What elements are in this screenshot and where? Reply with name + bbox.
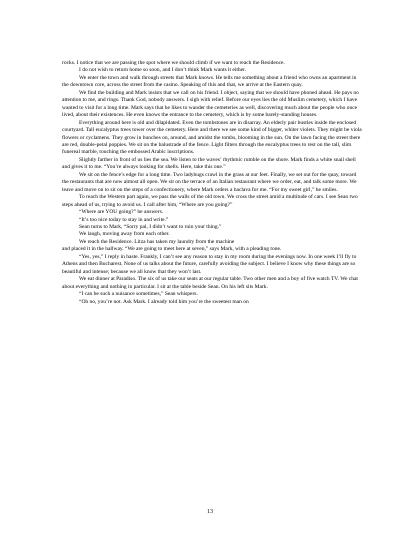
- body-text: [62, 60, 362, 306]
- paragraph: and placed it in the hallway. “We are going to meet here at seven,” says Mark, with a pleading tone.: [62, 246, 282, 253]
- paragraph: rocks. I notice that we are passing the spot where we should climb if we want to reach the Residence.: [62, 60, 285, 66]
- paragraph: “Where are YOU going?” he answers.: [79, 209, 164, 216]
- paragraph: I do not wish to return home so soon, and I don’t think Mark wants it either.: [79, 67, 247, 74]
- paragraph: Everything around here is old and dilapidated. Even the tombstones are in disarray. An elderly pair bustles inside the enclosed courtyard. Tall eucalyptus trees tower over the cemetery. Here and there we see some kind of bigger, whiter violets. They might be viola flowers or cyclamens. They grow in bunches on, around, and amidst the tombs, blooming in the sun. On the lawn facing the street there are red, double-petal poppies. We sit on the balustrade of the fence. Light filters through the eucalyptus trees to rest on the tall, slim funereal marble, touching the embossed Arabic inscriptions.: [62, 119, 362, 156]
- paragraph: “I can be such a nuisance sometimes,” Sean whispers.: [79, 291, 198, 298]
- paragraph: We eat dinner at Paradiso. The six of us take our seats at our regular table. Two other men and a boy of five watch TV. We chat about everything and nothing in particular. I sit at the table beside Sean. On his left sits Mark.: [62, 276, 358, 290]
- paragraph: “Yes, yes,” I reply in haste. Frankly, I can’t see any reason to stay in my room during the evenings now. In one week I’ll fly to Athens and then Bucharest. None of us talks about the future, carefully avoiding the subject. I believe I know why these things are so beautiful and intense; because we all know that they won’t last.: [62, 253, 357, 275]
- paragraph: Sean turns to Mark, “Sorry pal, I didn’t want to ruin your thing.”: [79, 223, 222, 230]
- paragraph: We enter the town and walk through streets that Mark knows. He tells me something about a friend who owns an apartment in the downtown core, across the street from the casino. Speaking of this and that, we arrive at the Eastern quay.: [62, 74, 357, 89]
- paragraph: Slightly farther in front of us lies the sea. We listen to the waves’ rhythmic rumble on the shore. Mark finds a white snail shell and gives it to me. “You’re always looking for shells. Here, take this one.”: [62, 156, 356, 171]
- paragraph: We reach the Residence. Litza has taken my laundry from the machine: [79, 238, 235, 245]
- paragraph: We laugh, moving away from each other.: [79, 231, 170, 238]
- paragraph: “Oh no, you’re not. Ask Mark. I already told him you’re the sweetest man on: [79, 298, 249, 305]
- paragraph: “It’s too nice today to stay in and write.”: [79, 216, 169, 223]
- page-number: 13: [207, 509, 213, 515]
- paragraph: We find the building and Mark insists that we call on his friend. I object, saying that we should have phoned ahead. He pays no attention to me, and rings. Thank God, nobody answers. I sigh with relief. Before our eyes lies the old Muslim cemetery, which I have wanted to visit for a long time. Mark says that he likes to wander the cemeteries as well, discovering much about the people who once lived, about their existences. He even knows the entrance to the cemetery, which is by some barely-standing houses.: [62, 89, 359, 119]
- paragraph: We sit on the fence’s edge for a long time. Two ladybugs crawl in the grass at our feet. Finally, we set out for the quay, toward the restaurants that are now almost all open. We sit on the terrace of an Italian restaurant where we order, eat, and talk some more. We leave and move on to sit on the steps of a confectionery, where Mark orders a baclava for me. “For my sweet girl,” he smiles.: [62, 171, 357, 193]
- paragraph: To reach the Western part again, we pass the walls of the old town. We cross the street amid a multitude of cars. I see Sean two steps ahead of us, trying to avoid us. I call after him, “Where are you going?”: [62, 194, 358, 208]
